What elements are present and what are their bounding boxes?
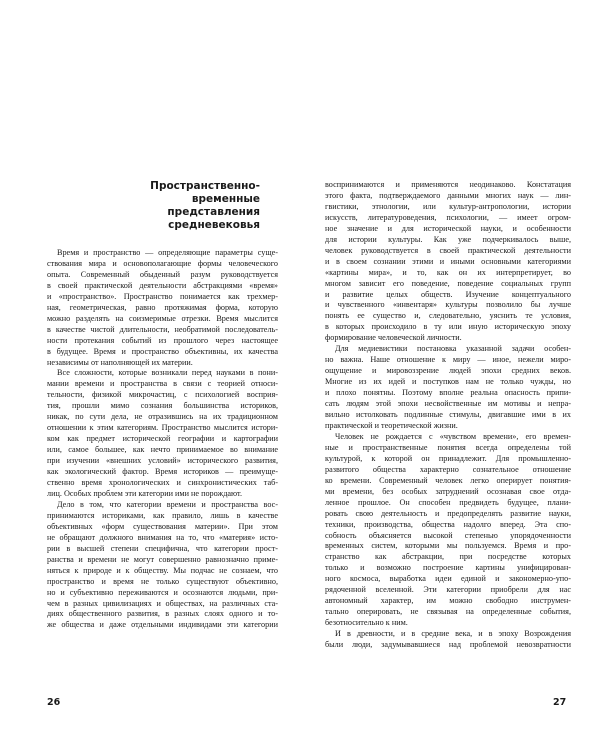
text-line: в своей практической деятельности абстракциями «время»: [47, 280, 278, 290]
text-line: не обращают должного внимания на то, что «материя» исто-: [47, 532, 278, 542]
text-line: вильно истолковать подлинные стимулы, двигавшие ими в их: [325, 410, 571, 420]
text-line: тельности, физикой микрочастиц, с психологией восприя-: [47, 390, 278, 400]
text-line: Все сложности, которые возникали перед науками в пони-: [57, 368, 278, 378]
text-line: ми времени, без особых затруднений осознавая свое отда-: [325, 486, 571, 496]
text-line: диях общественного развития, в разных слоях одного и то-: [47, 609, 278, 619]
text-line: автономный характер, им можно свободно инструмен-: [325, 596, 571, 606]
text-line: Для медиевистики постановка указанной задачи особен-: [335, 344, 571, 354]
text-line: практической и теоретической жизни.: [325, 420, 458, 430]
text-line: рядоченной вселенной. Эти категории приобрели для нас: [325, 585, 571, 595]
text-line: временных систем, которыми мы пользуемся. Время и про-: [325, 541, 571, 551]
text-line: сать людям этой эпохи несвойственные им мотивы и непра-: [325, 399, 571, 409]
text-line: для истории культуры. Как уже подчеркивалось выше,: [325, 234, 571, 244]
text-line: но важна. Наше отношение к миру — иное, нежели миро-: [325, 355, 571, 365]
page-number: 26: [47, 697, 61, 708]
text-line: тально оперировать, не связывая на определенные события,: [325, 607, 571, 617]
text-line: но и субъективно переживаются и осознаются людьми, при-: [47, 587, 278, 597]
text-line: можно разделять на соизмеримые отрезки. Время мыслится: [47, 313, 278, 323]
paragraph: [325, 344, 571, 432]
text-line: рии в высшей степени специфична, что категории прост-: [47, 543, 278, 553]
text-line: И в древности, и в средние века, и в эпоху Возрождения: [335, 629, 571, 639]
text-line: этого факта, подтверждаемого данными многих наук — лин-: [325, 190, 571, 200]
text-line: гвистики, этнологии, или культур-антропологии, истории: [325, 201, 571, 211]
text-line: Дело в том, что категории времени и пространства вос-: [57, 499, 278, 509]
paragraph: [325, 180, 571, 344]
text-line: ное значение и для исторической науки, и особенности: [325, 223, 571, 233]
heading-line: средневековья: [168, 219, 260, 231]
text-line: никак, по сути дела, не отразившись на их традиционном: [47, 412, 278, 422]
text-line: ощущение и мировоззрение людей эпохи средних веков.: [325, 366, 571, 376]
text-line: при изучении «внешних условий» исторического развития,: [47, 456, 278, 466]
paragraph: [47, 368, 278, 499]
right-page: [300, 0, 600, 750]
text-line: понять ее существо и, следовательно, уяснить те условия,: [325, 311, 571, 321]
text-line: техники, производства, общества надолго вперед. Эта спо-: [325, 519, 571, 529]
text-line: и плохо понятны. Поэтому вполне реальна опасность припи-: [325, 388, 571, 398]
text-line: безотносительно к ним.: [325, 618, 408, 628]
text-line: ственно время хронологических и синхронистических таб-: [47, 478, 278, 488]
paragraph: [325, 432, 571, 629]
heading-line: временные: [191, 193, 260, 205]
text-line: ровать свою деятельность и предопределять развитие науки,: [325, 508, 571, 518]
text-line: в которых происходило в ту или иную историческую эпоху: [325, 322, 571, 332]
text-line: тия, прошли мимо сознания большинства историков,: [47, 401, 278, 411]
text-line: чем в разных цивилизациях и обществах, на различных ста-: [47, 598, 278, 608]
text-line: или, самое большее, как нечто принимаемое во внимание: [47, 445, 278, 455]
text-line: человек руководствуется в своей практической деятельности: [325, 245, 571, 255]
text-line: и чувственного «инвентаря» культуры позволило бы лучше: [325, 300, 571, 310]
text-line: и «пространство». Пространство понимается как трехмер-: [47, 291, 278, 301]
text-line: ности протекания событий из прошлого через настоящее: [47, 335, 278, 345]
text-line: ные и пространственные понятия всегда определены той: [325, 442, 571, 452]
paragraph: [47, 248, 278, 368]
text-line: же общества и даже отдельными индивидами эти категории: [47, 620, 278, 630]
heading-line: представления: [167, 206, 260, 218]
paragraph: [47, 500, 278, 631]
text-line: культурой, к которой он принадлежит. Для промышленно-: [325, 453, 571, 463]
text-line: отношении к этим категориям. Пространство мыслится истори-: [47, 423, 278, 433]
text-line: формирование человеческой личности.: [325, 333, 462, 343]
text-line: воспринимаются и применяются неодинаково. Констатация: [325, 180, 571, 189]
text-line: опыта. Современный обыденный разум руководствуется: [47, 269, 278, 279]
text-line: няться к природе и к обществу. Мы подчас не сознаем, что: [47, 565, 278, 575]
text-line: в будущее. Время и пространство объективны, их качества: [47, 346, 278, 356]
left-text-column: [47, 248, 278, 631]
text-line: Время и пространство — определяющие параметры суще-: [57, 248, 278, 257]
text-line: пространство и время не только существуют объективно,: [47, 576, 278, 586]
text-line: Многие из их идей и поступков нам не только чужды, но: [325, 377, 571, 387]
text-line: мании времени и пространства в связи с теорией относи-: [47, 379, 278, 389]
text-line: ком как предмет исторической географии и картографии: [47, 434, 278, 444]
page-number: 27: [553, 697, 567, 708]
paragraph: [325, 629, 571, 651]
text-line: только и возможно построение картины унифицирован-: [325, 563, 571, 573]
text-line: в качестве чистой длительности, необратимой последователь-: [47, 324, 278, 334]
text-line: ленное прошлое. Он способен предвидеть будущее, плани-: [325, 497, 571, 507]
text-line: «картины мира», и то, как он их интерпретирует, во: [325, 267, 571, 277]
right-text-column: [325, 180, 571, 651]
chapter-heading: [110, 180, 260, 232]
text-line: многом зависит его поведение, поведение социальных групп: [325, 278, 571, 288]
text-line: развитого общества характерно сознательное отношение: [325, 464, 571, 474]
text-line: лиц. Особых проблем эти категории ими не порождают.: [47, 488, 243, 498]
text-line: собность объясняется высокой степенью упорядоченности: [325, 530, 571, 540]
text-line: ранства и времени не могут совершенно равнозначно приме-: [47, 554, 278, 564]
text-line: независимы от наполняющей их материи.: [47, 357, 193, 367]
text-line: искусств, литературоведения, психологии, — имеет огром-: [325, 212, 571, 222]
text-line: ного космоса, выработка идеи единой и закономерно-упо-: [325, 574, 571, 584]
text-line: и развитие целых обществ. Изучение концептуального: [325, 289, 571, 299]
text-line: и в своем сознании этими и иными основными категориями: [325, 256, 571, 266]
heading-line: Пространственно-: [150, 180, 260, 192]
text-line: принимаются историками, как правило, лишь в качестве: [47, 510, 278, 520]
text-line: ная, геометрическая, равно протяжимая форма, которую: [47, 302, 278, 312]
text-line: странство как абстракции, при посредстве которых: [325, 552, 571, 562]
text-line: были люди, задумывавшиеся над проблемой невозвратности: [325, 640, 571, 650]
text-line: Человек не рождается с «чувством времени», его времен-: [335, 431, 571, 441]
text-line: объективных «форм существования материи». При этом: [47, 521, 278, 531]
text-line: ствования мира и основополагающие формы человеческого: [47, 258, 278, 268]
text-line: как экологический фактор. Время историков — преимуще-: [47, 467, 278, 477]
text-line: ко времени. Современный человек легко оперирует понятия-: [325, 475, 571, 485]
